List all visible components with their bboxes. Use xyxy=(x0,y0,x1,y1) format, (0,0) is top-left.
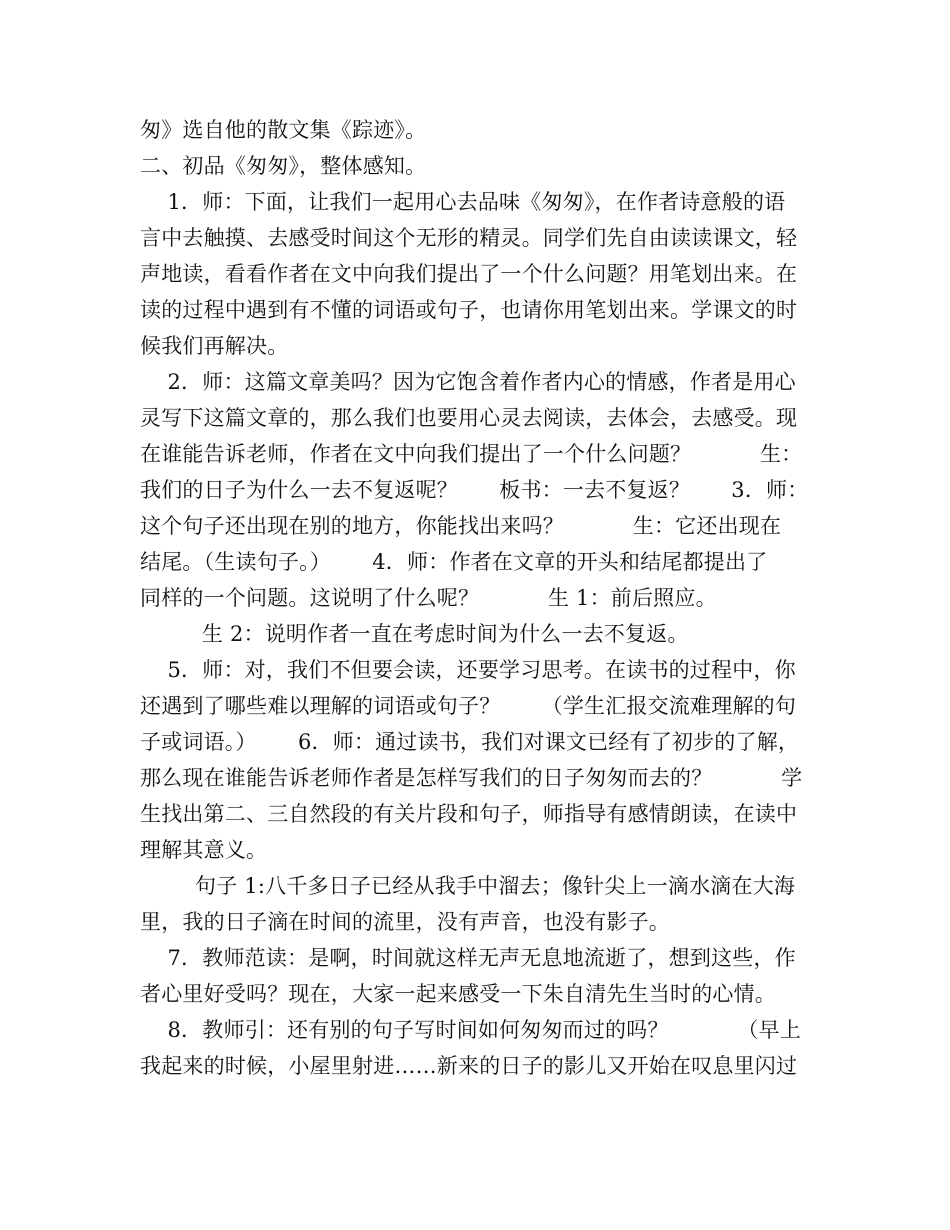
text-line: 7．教师范读：是啊，时间就这样无声无息地流逝了，想到这些，作 xyxy=(140,946,796,970)
text-line: 这个句子还出现在别的地方，你能找出来吗？ 生：它还出现在 xyxy=(140,514,782,538)
text-line: 同样的一个问题。这说明了什么呢？ 生 1：前后照应。 xyxy=(140,586,717,610)
text-line: 句子 1:八千多日子已经从我手中溜去；像针尖上一滴水滴在大海 xyxy=(140,874,796,898)
text-line: 言中去触摸、去感受时间这个无形的精灵。同学们先自由读读课文，轻 xyxy=(140,226,798,250)
text-line: 8．教师引：还有别的句子写时间如何匆匆而过的吗？ （早上 xyxy=(140,1018,802,1042)
text-line: 在谁能告诉老师，作者在文中向我们提出了一个什么问题？ 生： xyxy=(140,442,803,466)
text-line: 5．师：对，我们不但要会读，还要学习思考。在读书的过程中，你 xyxy=(140,658,796,682)
text-line: 二、初品《匆匆》，整体感知。 xyxy=(140,154,427,178)
text-line: 读的过程中遇到有不懂的词语或句子，也请你用笔划出来。学课文的时 xyxy=(140,298,798,322)
text-line: 那么现在谁能告诉老师作者是怎样写我们的日子匆匆而去的？ 学 xyxy=(140,766,803,790)
text-line: 结尾。（生读句子。） 4．师：作者在文章的开头和结尾都提出了 xyxy=(140,550,768,574)
text-line: 子或词语。） 6．师：通过读书，我们对课文已经有了初步的了解， xyxy=(140,730,800,754)
text-line: 2．师：这篇文章美吗？因为它饱含着作者内心的情感，作者是用心 xyxy=(140,370,796,394)
text-line: 理解其意义。 xyxy=(140,838,268,862)
text-line: 灵写下这篇文章的，那么我们也要用心灵去阅读，去体会，去感受。现 xyxy=(140,406,798,430)
text-line: 我起来的时候，小屋里射进……新来的日子的影儿又开始在叹息里闪过 xyxy=(140,1054,798,1078)
text-line: 还遇到了哪些难以理解的词语或句子？ （学生汇报交流难理解的句 xyxy=(140,694,797,718)
text-line: 声地读，看看作者在文中向我们提出了一个什么问题？用笔划出来。在 xyxy=(140,262,798,286)
text-line: 生找出第二、三自然段的有关片段和句子，师指导有感情朗读，在读中 xyxy=(140,802,798,826)
text-line: 我们的日子为什么一去不复返呢？ 板书：一去不复返？ 3．师： xyxy=(140,478,809,502)
text-line: 生 2：说明作者一直在考虑时间为什么一去不复返。 xyxy=(140,622,689,646)
text-line: 者心里好受吗？现在，大家一起来感受一下朱自清先生当时的心情。 xyxy=(140,982,776,1006)
text-line: 里，我的日子滴在时间的流里，没有声音，也没有影子。 xyxy=(140,910,670,934)
text-line: 候我们再解决。 xyxy=(140,334,289,358)
text-line: 1．师：下面，让我们一起用心去品味《匆匆》，在作者诗意般的语 xyxy=(140,190,786,214)
text-line: 匆》选自他的散文集《踪迹》。 xyxy=(140,118,427,142)
